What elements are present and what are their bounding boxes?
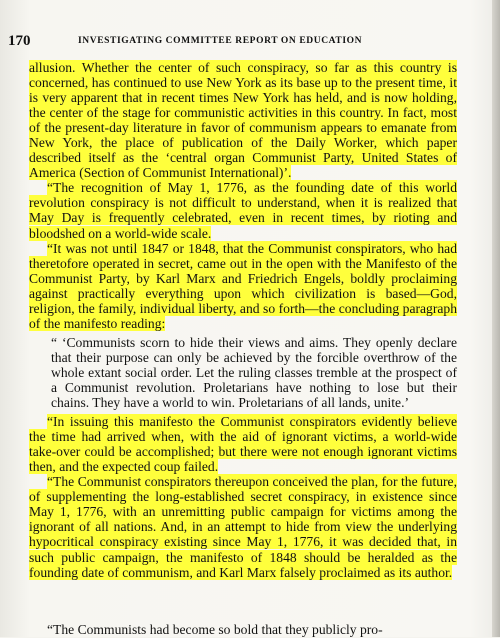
paragraph-5 <box>29 474 457 579</box>
running-head: INVESTIGATING COMMITTEE REPORT ON EDUCATION <box>78 36 363 46</box>
highlighted-text: “It was not until 1847 or 1848, that the Communist conspirators, who had theretofore operated in secret, came out in the open with the Manifesto of the Communist Party, by Karl Marx and Friedrich Engels, boldly proclaiming against practically everything upon which civilization is based—God, religion, the family, individual liberty, and so forth—the concluding paragraph of the manifesto reading: <box>29 240 457 331</box>
highlighted-text: allusion. Whether the center of such conspiracy, so far as this country is concerned, has continued to use New York as its base up to the present time, it is very apparent that in recent times New York has held, and is now holding, the center of the stage for communistic activities in this country. In fact, most of the present-day literature in favor of communism appears to emanate from New York, the place of publication of the Daily Worker, which paper described itself as the ‘central organ Communist Party, United States of America (Section of Communist International)’. <box>29 60 457 181</box>
highlighted-text: “In issuing this manifesto the Communist conspirators evidently believe the time had arrived when, with the aid of ignorant victims, a world-wide take-over could be accomplished; but there were not enough ignorant victims then, and the expected coup failed. <box>29 414 457 475</box>
paragraph-4 <box>29 414 457 474</box>
page-edge <box>492 0 500 637</box>
page-header <box>8 33 478 49</box>
paragraph-6-cut-off: “The Communists had become so bold that they publicly pro- <box>47 622 383 637</box>
manifesto-quote: “ ‘Communists scorn to hide their views and aims. They openly declare that their purpose can only be achieved by the forcible overthrow of the whole extant social order. Let the ruling classes tremble at the prospect of a Communist revolution. Proletarians have nothing to lose but their chains. They have a world to win. Proletarians of all lands, unite.’ <box>51 334 457 411</box>
paragraph-3 <box>29 241 457 331</box>
highlighted-text: “The Communist conspirators thereupon conceived the plan, for the future, of supplementing the long-established secret conspiracy, in existence since May 1, 1776, with an unremitting public campaign for victims among the ignorant of all nations. And, in an attempt to hide from view the underlying hypocritical conspiracy existing since May 1, 1776, it was decided that, in such public campaign, the manifesto of 1848 should be heralded as the founding date of communism, and Karl Marx falsely proclaimed as its author. <box>29 474 457 580</box>
document-body <box>29 60 457 580</box>
paragraph-2 <box>29 180 457 240</box>
paragraph-1 <box>29 60 457 180</box>
page-number: 170 <box>8 33 31 49</box>
highlighted-text: “The recognition of May 1, 1776, as the founding date of this world revolution conspiracy is not difficult to understand, when it is realized that May Day is frequently celebrated, even in recent times, by rioting and bloodshed on a world-wide scale. <box>29 180 457 241</box>
